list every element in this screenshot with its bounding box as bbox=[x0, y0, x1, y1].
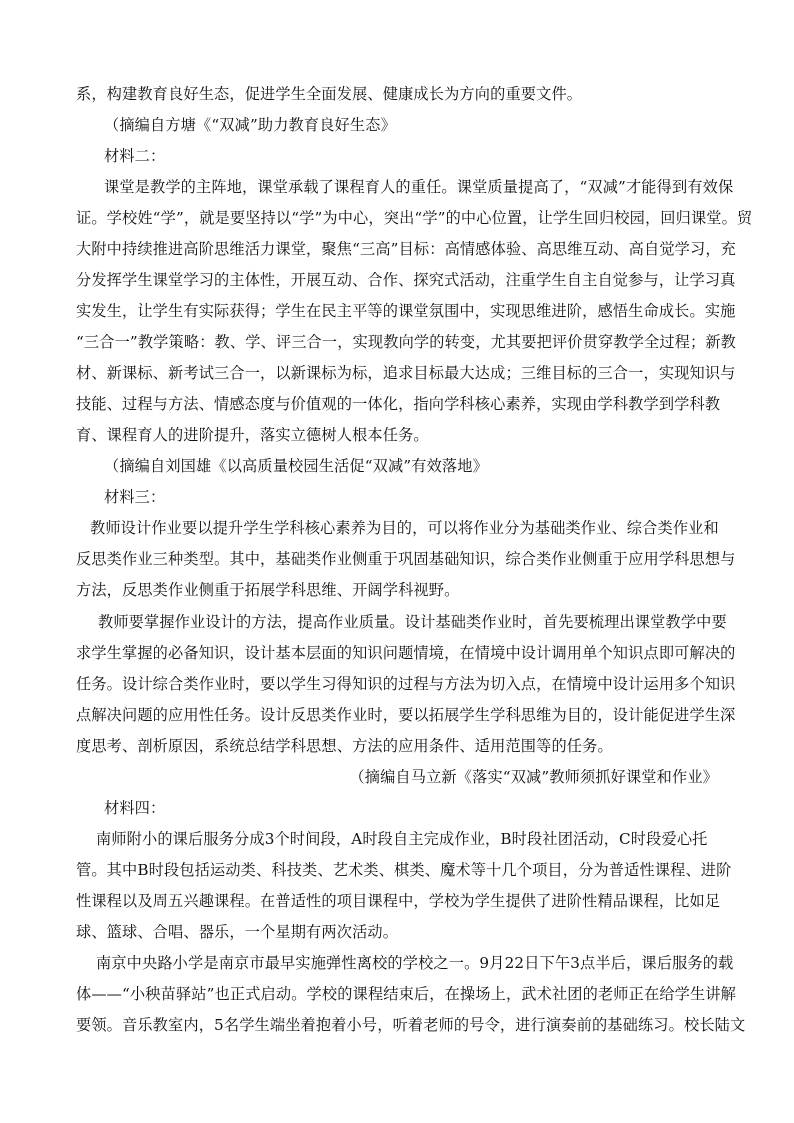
source-citation: （摘编自刘国雄《以高质量校园生活促“双减”有效落地》 bbox=[104, 457, 488, 475]
paragraph-line: 球、篮球、合唱、器乐，一个星期有两次活动。 bbox=[76, 923, 399, 941]
paragraph-line: 求学生掌握的必备知识，设计基本层面的知识问题情境，在情境中设计调用单个知识点即可解决的 bbox=[76, 644, 736, 662]
paragraph-line: 南师附小的课后服务分成3个时间段，A时段自主完成作业，B时段社团活动，C时段爱心托 bbox=[96, 830, 708, 848]
paragraph-line: 点解决问题的应用性任务。设计反思类作业时，要以拓展学生学科思维为目的，设计能促进学生深 bbox=[76, 706, 736, 724]
paragraph-line: 证。学校姓“学”，就是要坚持以“学”为中心，突出“学”的中心位置，让学生回归校园，回归课堂。贸 bbox=[76, 209, 753, 227]
paragraph-line: 方法，反思类作业侧重于拓展学科思维、开阔学科视野。 bbox=[76, 581, 460, 599]
paragraph-line: 南京中央路小学是南京市最早实施弹性离校的学校之一。9月22日下午3点半后，课后服务的载 bbox=[96, 954, 734, 972]
paragraph-line: 教师要掌握作业设计的方法，提高作业质量。设计基础类作业时，首先要梳理出课堂教学中要 bbox=[98, 613, 727, 631]
paragraph-line: 实发生，让学生有实际获得；学生在民主平等的课堂氛围中，实现思维进阶，感悟生命成长。实施 bbox=[76, 302, 736, 320]
paragraph-line: 材、新课标、新考试三合一，以新课标为标，追求目标最大达成；三维目标的三合一，实现知识与 bbox=[76, 364, 736, 382]
paragraph-line: 体——“小秧苗驿站”也正式启动。学校的课程结束后，在操场上，武术社团的老师正在给学生讲解 bbox=[76, 985, 737, 1003]
paragraph-line: 技能、过程与方法、情感态度与价值观的一体化，指向学科核心素养，实现由学科教学到学科教 bbox=[76, 395, 721, 413]
source-citation: （摘编自马立新《落实“双减”教师须抓好课堂和作业》 bbox=[349, 768, 718, 786]
source-citation: （摘编自方塘《“双减”助力教育良好生态》 bbox=[104, 116, 396, 134]
paragraph-line: 系，构建教育良好生态，促进学生全面发展、健康成长为方向的重要文件。 bbox=[76, 85, 583, 103]
paragraph-line: 育、课程育人的进阶提升，落实立德树人根本任务。 bbox=[76, 426, 429, 444]
paragraph-line: 度思考、剖析原因，系统总结学科思想、方法的应用条件、适用范围等的任务。 bbox=[76, 737, 613, 755]
paragraph-line: 要领。音乐教室内，5名学生端坐着抱着小号，听着老师的号令，进行演奏前的基础练习。校长陆文 bbox=[76, 1016, 746, 1034]
paragraph-line: 任务。设计综合类作业时，要以学生习得知识的过程与方法为切入点，在情境中设计运用多个知识 bbox=[76, 675, 736, 693]
paragraph-line: 分发挥学生课堂学习的主体性，开展互动、合作、探究式活动，注重学生自主自觉参与，让学习真 bbox=[76, 271, 736, 289]
section-heading: 材料三： bbox=[104, 488, 166, 506]
section-heading: 材料二： bbox=[104, 147, 166, 165]
paragraph-line: 教师设计作业要以提升学生学科核心素养为目的，可以将作业分为基础类作业、综合类作业和 bbox=[90, 519, 719, 537]
paragraph-line: “三合一”教学策略：教、学、评三合一，实现教向学的转变，尤其要把评价贯穿教学全过程；新教 bbox=[76, 333, 737, 351]
section-heading: 材料四： bbox=[104, 799, 166, 817]
paragraph-line: 反思类作业三种类型。其中，基础类作业侧重于巩固基础知识，综合类作业侧重于应用学科思想与 bbox=[76, 550, 736, 568]
paragraph-line: 性课程以及周五兴趣课程。在普适性的项目课程中，学校为学生提供了进阶性精品课程，比如足 bbox=[76, 892, 721, 910]
paragraph-line: 课堂是教学的主阵地，课堂承载了课程育人的重任。课堂质量提高了，“双减”才能得到有效保 bbox=[104, 178, 734, 196]
paragraph-line: 大附中持续推进高阶思维活力课堂，聚焦“三高”目标：高情感体验、高思维互动、高自觉学习，充 bbox=[76, 240, 737, 258]
paragraph-line: 管。其中B时段包括运动类、科技类、艺术类、棋类、魔术等十几个项目，分为普适性课程、进阶 bbox=[76, 861, 732, 879]
